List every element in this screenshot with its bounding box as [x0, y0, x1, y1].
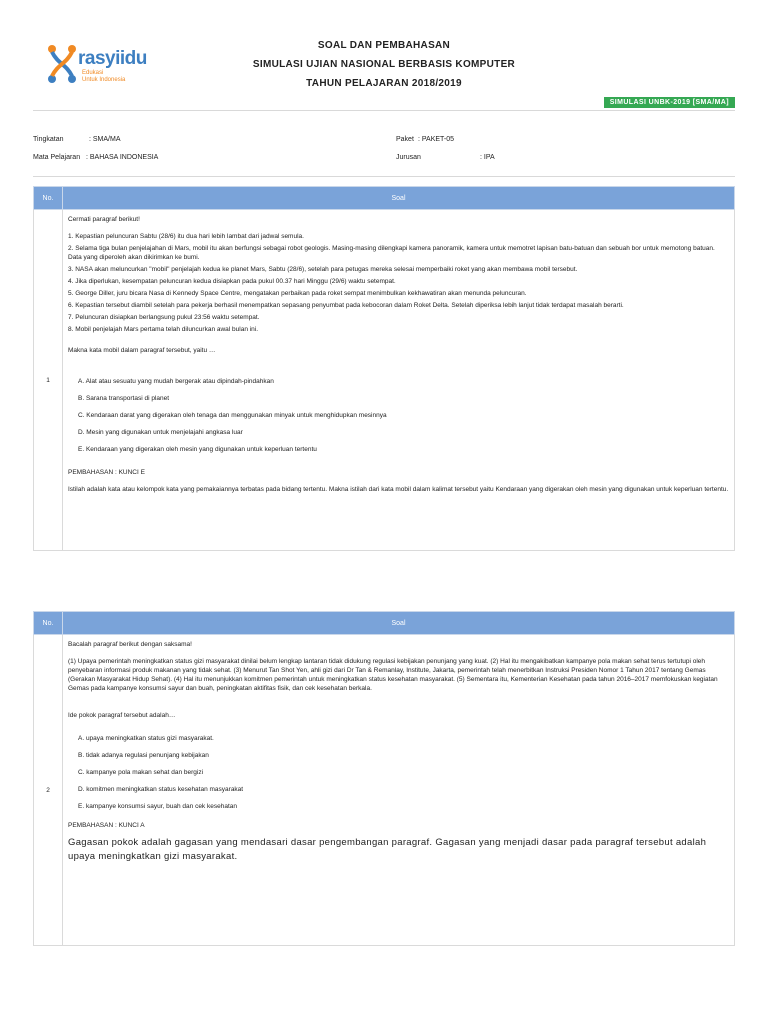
answer-option[interactable]: D. Mesin yang digunakan untuk menjelajahi angkasa luar: [78, 429, 243, 436]
question-table-1: [33, 186, 735, 551]
pembahasan-label: PEMBAHASAN : KUNCI A: [68, 822, 145, 829]
pembahasan-label: PEMBAHASAN : KUNCI E: [68, 469, 145, 476]
col-header-no: No.: [34, 187, 63, 210]
logo-tagline-1: Edukasi: [82, 70, 104, 76]
question-number: 1: [34, 210, 63, 551]
col-header-soal: Soal: [63, 187, 735, 210]
answer-option[interactable]: C. Kendaraan darat yang digerakan oleh tenaga dan menggunakan minyak untuk menghidupkan mesinnya: [78, 412, 387, 419]
paragraph-item: 8. Mobil penjelajah Mars pertama telah diluncurkan awal bulan ini.: [68, 326, 259, 333]
exam-badge: SIMULASI UNBK-2019 [SMA/MA]: [604, 97, 735, 108]
question-table-2: [33, 611, 735, 946]
paragraph-item: 6. Kepastian tersebut diambil setelah para pekerja berhasil menempatkan sepasang penyumbat pada kebocoran dalam Roket Delta. Setelah diperiksa lebih lanjut tidak terdapat masalah berarti.: [68, 302, 624, 309]
paket-label: Paket: [396, 136, 414, 143]
pembahasan-text: Istilah adalah kata atau kelompok kata yang pemakaiannya terbatas pada bidang tertentu. Makna istilah dari kata mobil dalam kalimat tersebut yaitu Kendaraan yang digerakan oleh mesin yang digunakan untuk keperluan tertentu.: [68, 486, 729, 493]
logo-tagline-2: Untuk Indonesia: [82, 77, 126, 83]
answer-option[interactable]: B. tidak adanya regulasi penunjang kebijakan: [78, 752, 209, 759]
mapel-value: : BAHASA INDONESIA: [86, 154, 159, 161]
paket-value: : PAKET-05: [418, 136, 455, 143]
answer-option[interactable]: D. komitmen meningkatkan status kesehatan masyarakat: [78, 786, 244, 793]
question-row: [34, 210, 735, 551]
table-header-row: [34, 187, 735, 210]
tingkatan-value: : SMA/MA: [89, 136, 121, 143]
question-paragraph: (1) Upaya pemerintah meningkatkan status gizi masyarakat dinilai belum lengkap lantaran tidak didukung regulasi kebijakan penunjang yang kuat. (2) Hal itu mengakibatkan kampanye pola makan sehat terus tertutupi oleh penyebaran informasi produk makanan yang tidak sehat. (3) Menurut Tan Shot Yen, ahli gizi dari Dr Tan & Remanlay, Institute, Jakarta, pemerintah telah menerbitkan Instruksi Presiden Nomor 1 Tahun 2017 tentang Gemas (Gerakan Masyarakat Hidup Sehat). (4) Hal itu menunjukkan komitmen pemerintah untuk meningkatkan status kesehatan masyarakat. (5) Sementara itu, Kementerian Kesehatan pada tahun 2016–2017 memfokuskan kegiatan Gemas pada kampanye konsumsi sayur dan buah, peningkatan aktifitas fisik, dan cek kesehatan berkala.: [68, 658, 718, 692]
answer-option[interactable]: B. Sarana transportasi di planet: [78, 395, 170, 402]
jurusan-value: : IPA: [480, 154, 495, 161]
logo-name: rasyiidu: [78, 48, 147, 69]
pembahasan-text: Gagasan pokok adalah gagasan yang mendasari dasar pengembangan paragraf. Gagasan yang menjadi dasar pada paragraf tersebut adalah upaya meningkatkan gizi masyarakat.: [68, 837, 707, 862]
paragraph-item: 1. Kepastian peluncuran Sabtu (28/6) itu dua hari lebih lambat dari jadwal semula.: [68, 233, 304, 240]
question-prompt: Makna kata mobil dalam paragraf tersebut, yaitu …: [68, 347, 216, 354]
question-prompt: Ide pokok paragraf tersebut adalah…: [68, 712, 176, 719]
question-intro: Bacalah paragraf berikut dengan saksama!: [68, 641, 192, 648]
answer-option[interactable]: A. upaya meningkatkan status gizi masyarakat.: [78, 735, 214, 742]
answer-option[interactable]: E. kampanye konsumsi sayur, buah dan cek kesehatan: [78, 803, 237, 810]
header-title-2: SIMULASI UJIAN NASIONAL BERBASIS KOMPUTER: [252, 59, 516, 70]
question-number: 2: [34, 635, 63, 946]
tingkatan-label: Tingkatan: [33, 136, 64, 143]
header-title-3: TAHUN PELAJARAN 2018/2019: [306, 78, 462, 89]
question-intro: Cermati paragraf berikut!: [68, 216, 140, 223]
col-header-soal: Soal: [63, 612, 735, 635]
question-row: [34, 635, 735, 946]
answer-option[interactable]: E. Kendaraan yang digerakan oleh mesin yang digunakan untuk keperluan tertentu: [78, 446, 317, 453]
answer-option[interactable]: C. kampanye pola makan sehat dan bergizi: [78, 769, 204, 776]
question-body: [63, 210, 735, 551]
answer-option[interactable]: A. Alat atau sesuatu yang mudah bergerak atau dipindah-pindahkan: [78, 378, 274, 385]
paragraph-item: 7. Peluncuran disiapkan berlangsung pukul 23:56 waktu setempat.: [68, 314, 260, 321]
table-header-row: [34, 612, 735, 635]
paragraph-item: 5. George Diller, juru bicara Nasa di Kennedy Space Centre, mengatakan perbaikan pada roket sempat menimbulkan kekhawatiran akan menunda peluncuran.: [68, 290, 527, 297]
mapel-label: Mata Pelajaran: [33, 154, 81, 161]
paragraph-item: 3. NASA akan meluncurkan "mobil" penjelajah kedua ke planet Mars, Sabtu (28/6), setelah para petugas mereka selesai memperbaiki roket yang akan membawa mobil tersebut.: [68, 266, 578, 273]
question-body: [63, 635, 735, 946]
header-divider: [33, 110, 735, 111]
meta-divider: [33, 176, 735, 177]
jurusan-label: Jurusan: [396, 154, 421, 161]
paragraph-item: 2. Selama tiga bulan penjelajahan di Mars, mobil itu akan berfungsi sebagai robot geologis. Masing-masing dilengkapi kamera panoramik, kamera untuk memotret lapisan batu-batuan dan sebuah bor untuk memotong batuan. Data yang diperoleh akan dikirimkan ke bumi.: [68, 245, 715, 261]
header-title-1: SOAL DAN PEMBAHASAN: [317, 40, 451, 51]
col-header-no: No.: [34, 612, 63, 635]
paragraph-item: 4. Jika diperlukan, kesempatan peluncuran kedua disiapkan pada pukul 00.37 hari Minggu (29/6) waktu setempat.: [68, 278, 396, 285]
